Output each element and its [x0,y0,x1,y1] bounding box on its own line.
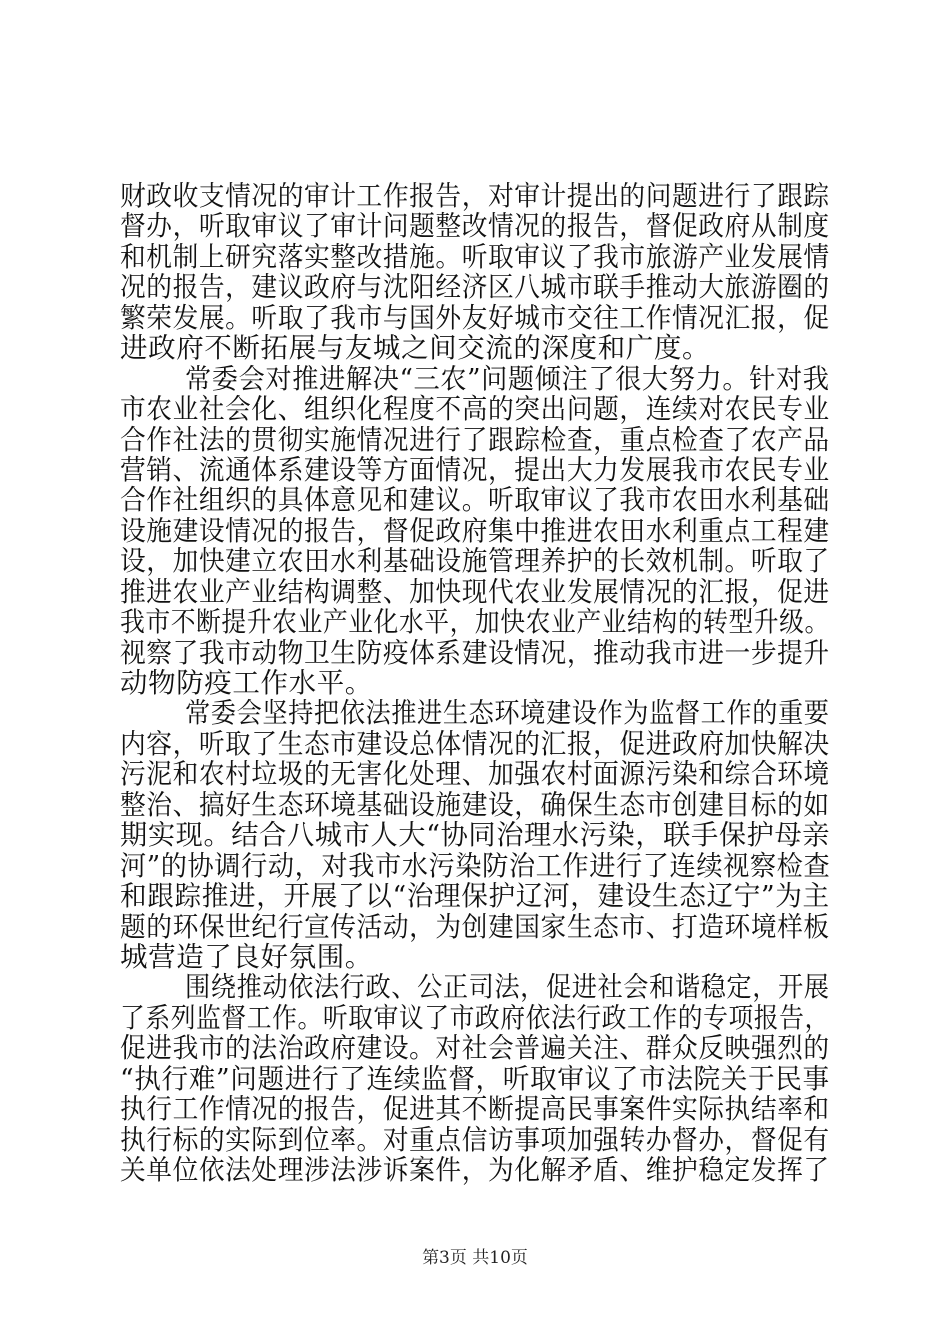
text-line: 污泥和农村垃圾的无害化处理、加强农村面源污染和综合环境 [120,758,830,791]
text-line: 营销、流通体系建设等方面情况，提出大力发展我市农民专业 [120,453,830,486]
text-line: 河”的协调行动，对我市水污染防治工作进行了连续视察检查 [120,849,831,882]
text-line: 关单位依法处理涉法涉诉案件，为化解矛盾、维护稳定发挥了 [120,1154,830,1186]
text-line: 设，加快建立农田水利基础设施管理养护的长效机制。听取了 [120,545,830,578]
text-line: 设施建设情况的报告，督促政府集中推进农田水利重点工程建 [120,514,830,547]
text-line: 执行工作情况的报告，促进其不断提高民事案件实际执结率和 [120,1093,830,1126]
page-number-footer: 第3页 共10页 [422,1248,528,1268]
text-line: 促进我市的法治政府建设。对社会普遍关注、群众反映强烈的 [120,1032,830,1065]
text-line: 我市不断提升农业产业化水平，加快农业产业结构的转型升级。 [120,606,830,639]
text-line: “执行难”问题进行了连续监督，听取审议了市法院关于民事 [120,1062,830,1095]
text-line: 和机制上研究落实整改措施。听取审议了我市旅游产业发展情 [120,240,830,273]
text-line: 市农业社会化、组织化程度不高的突出问题，连续对农民专业 [120,393,830,426]
text-line: 督办，听取审议了审计问题整改情况的报告，督促政府从制度 [120,210,830,243]
text-line: 视察了我市动物卫生防疫体系建设情况，推动我市进一步提升 [120,636,830,669]
text-line: 况的报告，建议政府与沈阳经济区八城市联手推动大旅游圈的 [120,271,830,304]
text-line: 执行标的实际到位率。对重点信访事项加强转办督办，督促有 [120,1123,830,1156]
text-line: 题的环保世纪行宣传活动，为创建国家生态市、打造环境样板 [120,910,830,943]
text-line: 推进农业产业结构调整、加快现代农业发展情况的汇报，促进 [120,575,830,608]
text-line: 城营造了良好氛围。 [120,940,373,973]
text-line: 动物防疫工作水平。 [120,667,373,699]
text-line: 和跟踪推进，开展了以“治理保护辽河，建设生态辽宁”为主 [120,880,830,913]
text-line: 期实现。结合八城市人大“协同治理水污染，联手保护母亲 [120,819,831,852]
text-line: 内容，听取了生态市建设总体情况的汇报，促进政府加快解决 [120,727,830,760]
text-line: 了系列监督工作。听取审议了市政府依法行政工作的专项报告， [120,1001,830,1034]
text-line: 合作社组织的具体意见和建议。听取审议了我市农田水利基础 [120,484,830,517]
text-line: 合作社法的贯彻实施情况进行了跟踪检查，重点检查了农产品 [120,423,830,456]
text-line: 整治、搞好生态环境基础设施建设，确保生态市创建目标的如 [120,788,830,821]
paragraph-first-line: 常委会对推进解决“三农”问题倾注了很大努力。针对我 [185,362,830,395]
text-line: 繁荣发展。听取了我市与国外友好城市交往工作情况汇报，促 [120,301,830,334]
text-line: 财政收支情况的审计工作报告，对审计提出的问题进行了跟踪 [120,180,830,212]
paragraph-first-line: 围绕推动依法行政、公正司法，促进社会和谐稳定，开展 [185,971,830,1004]
text-line: 进政府不断拓展与友城之间交流的深度和广度。 [120,332,711,365]
paragraph-first-line: 常委会坚持把依法推进生态环境建设作为监督工作的重要 [185,697,830,730]
